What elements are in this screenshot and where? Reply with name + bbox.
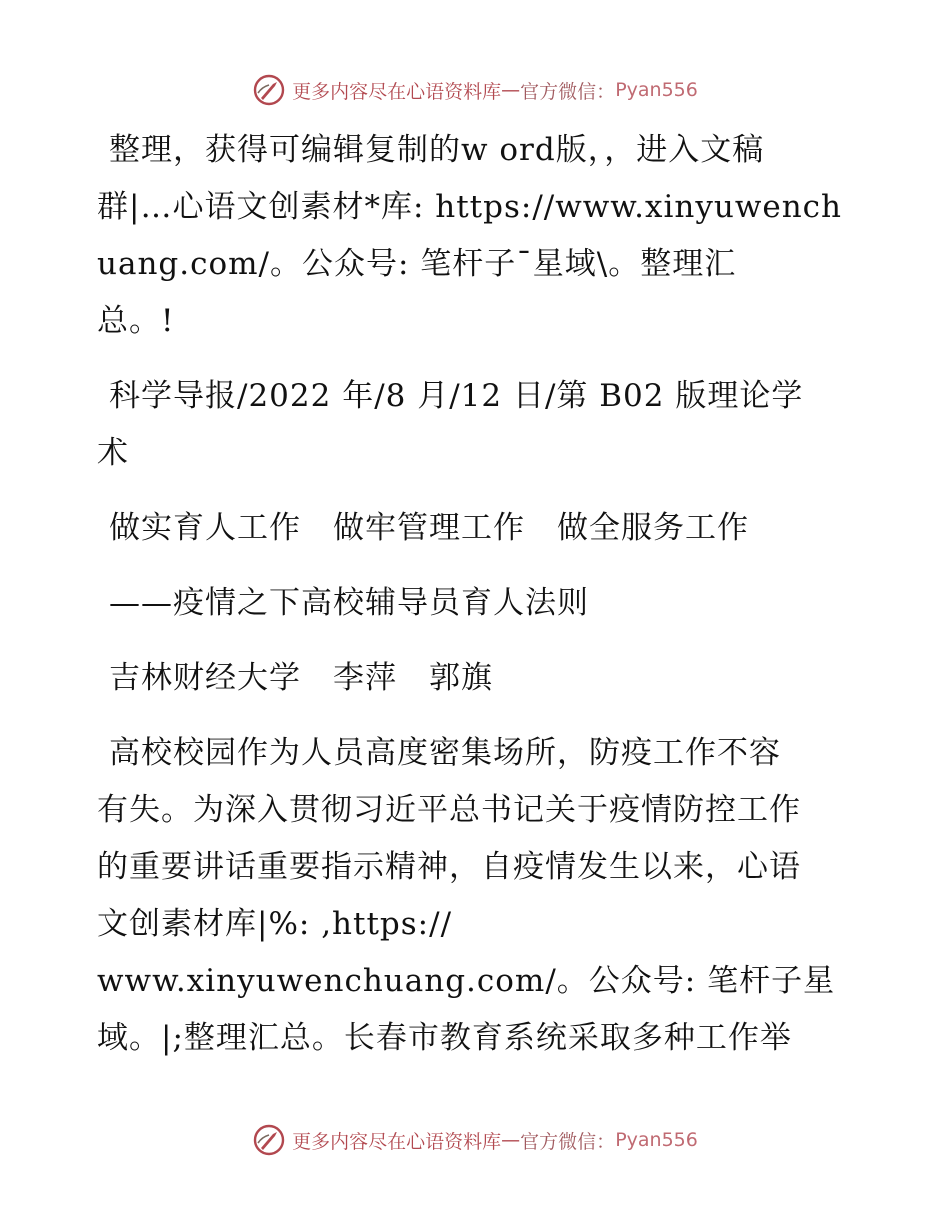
header-banner xyxy=(0,70,950,110)
header-banner-text: 更多内容尽在心语资料库 xyxy=(292,80,502,103)
text-line: 域。|;整理汇总。长春市教育系统采取多种工作举 xyxy=(97,1020,792,1056)
footer-banner-text: 更多内容尽在心语资料库 xyxy=(292,1130,502,1153)
pen-logo-icon xyxy=(252,73,286,107)
text-line: 科学导报/2022 年/8 月/12 日/第 B02 版理论学 xyxy=(109,378,804,414)
pen-logo-icon xyxy=(252,1123,286,1157)
text-line: 群|…心语文创素材*库: https://www.xinyuwench xyxy=(97,189,843,225)
header-banner-separator: — xyxy=(501,79,521,101)
text-line: www.xinyuwenchuang.com/。公众号: 笔杆子星 xyxy=(97,963,836,999)
text-line: 高校校园作为人员高度密集场所，防疫工作不容 xyxy=(109,735,781,771)
document-body xyxy=(97,122,857,1067)
footer-banner-official: 官方微信： xyxy=(520,1130,616,1153)
footer-banner-wechat-id: Pyan556 xyxy=(615,1129,698,1151)
text-line: 文创素材库|%: ,https:// xyxy=(97,906,453,942)
text-line: 术 xyxy=(97,435,129,471)
footer-banner-separator: — xyxy=(501,1129,521,1151)
main-paragraph xyxy=(97,725,857,1067)
header-banner-official: 官方微信： xyxy=(520,80,616,103)
article-title: 做实育人工作 做牢管理工作 做全服务工作 xyxy=(109,510,749,546)
text-line: 总。! xyxy=(97,303,175,339)
text-line: 有失。为深入贯彻习近平总书记关于疫情防控工作 xyxy=(97,792,801,828)
article-author: 吉林财经大学 李萍 郭旗 xyxy=(109,660,493,696)
source-line xyxy=(97,368,857,482)
article-subtitle: ——疫情之下高校辅导员育人法则 xyxy=(109,585,589,621)
text-line: uang.com/。公众号: 笔杆子¯星域\。整理汇 xyxy=(97,246,737,282)
text-line: 整理，获得可编辑复制的w ord版，，进入文稿 xyxy=(109,132,765,168)
text-line: 的重要讲话重要指示精神，自疫情发生以来，心语 xyxy=(97,849,801,885)
footer-banner xyxy=(0,1120,950,1160)
intro-paragraph xyxy=(97,122,857,350)
header-banner-wechat-id: Pyan556 xyxy=(615,79,698,101)
